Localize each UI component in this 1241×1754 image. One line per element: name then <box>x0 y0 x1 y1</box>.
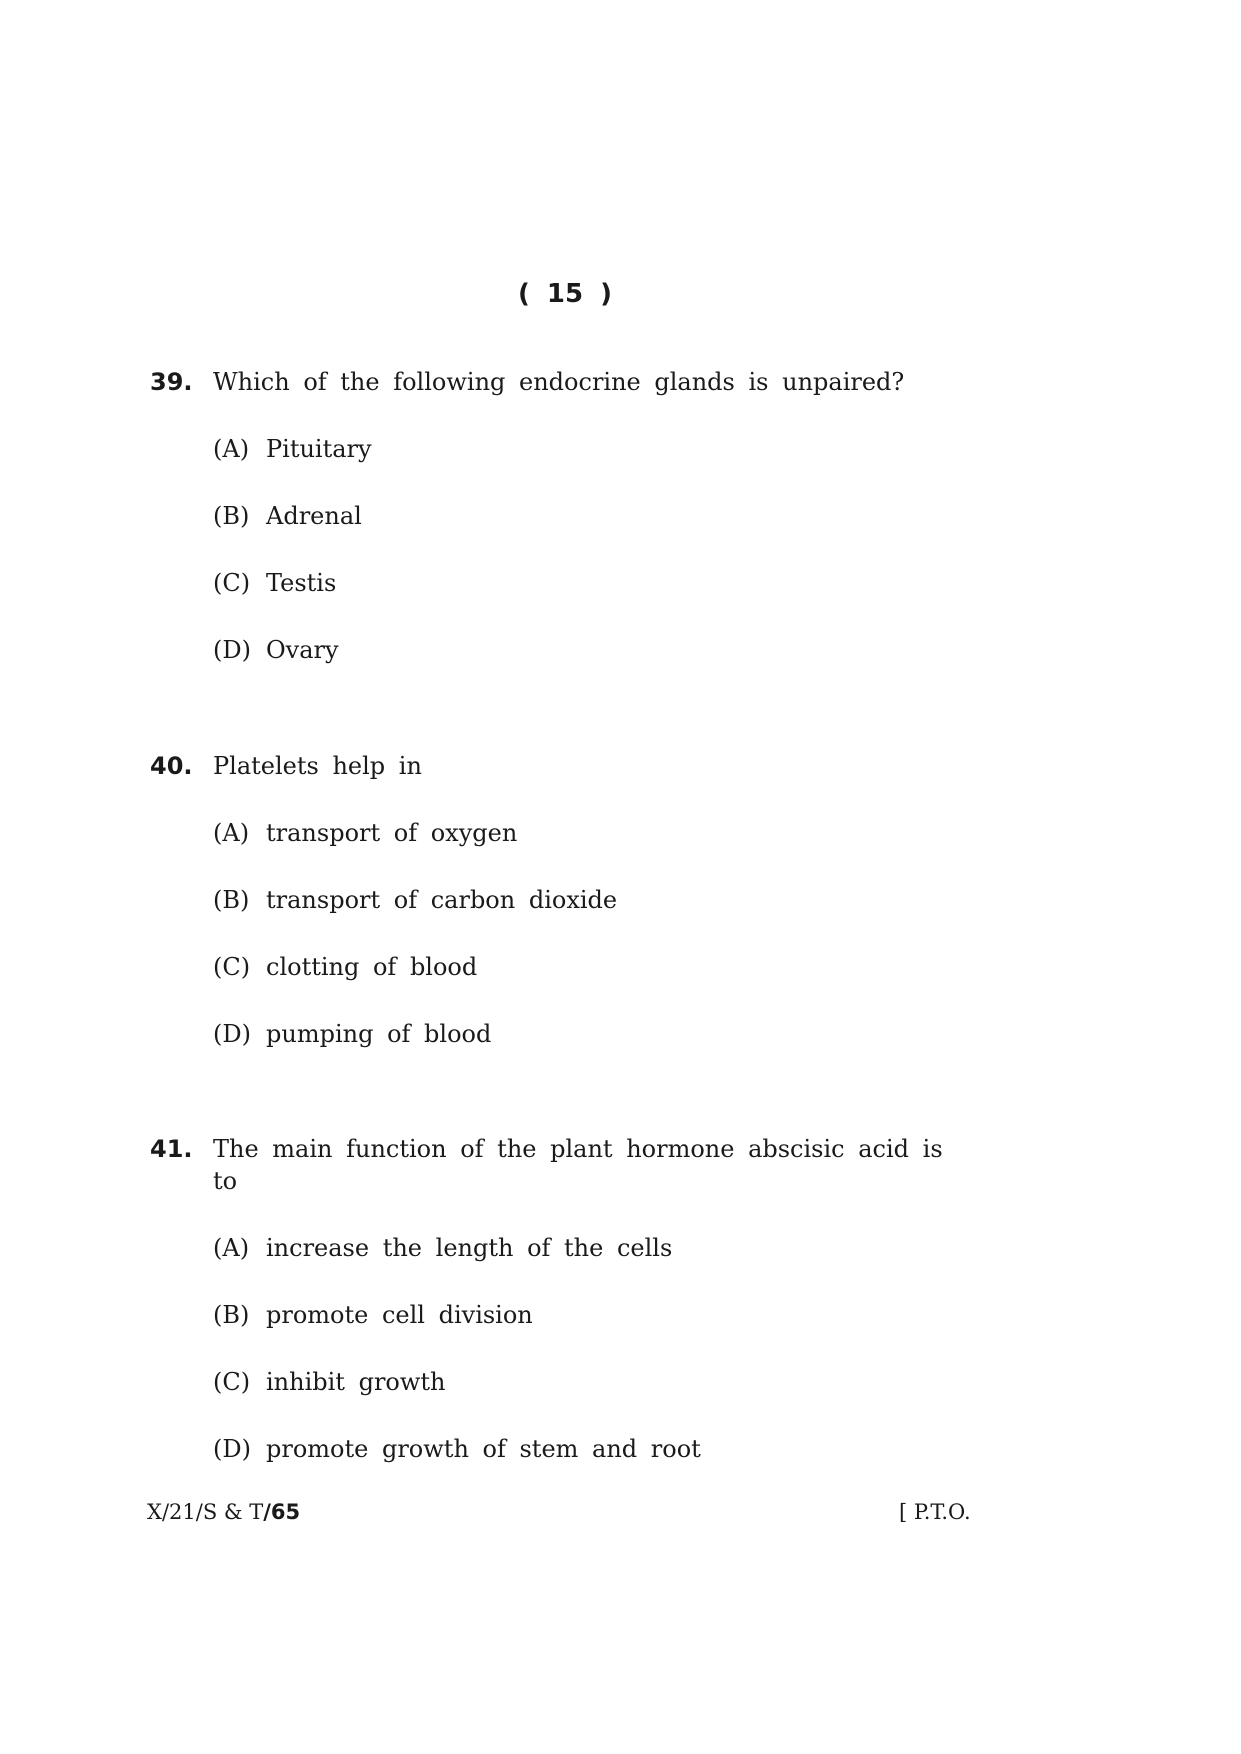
paper-code <box>147 1500 300 1524</box>
option-label: (A) <box>213 819 250 847</box>
question-number: 39. <box>150 368 193 396</box>
option-text: promote growth of stem and root <box>266 1435 701 1463</box>
page-number: ( 15 ) <box>517 279 613 309</box>
option-a[interactable] <box>213 433 950 500</box>
option-b[interactable] <box>213 500 950 567</box>
option-label: (B) <box>213 1301 250 1329</box>
option-text: promote cell division <box>266 1301 533 1329</box>
question-40 <box>150 750 950 1085</box>
options-list <box>213 817 950 1085</box>
question-41 <box>150 1133 950 1500</box>
option-c[interactable] <box>213 1366 950 1433</box>
option-a[interactable] <box>213 817 950 884</box>
options-list <box>213 433 950 701</box>
paper-code-suffix: /65 <box>263 1500 301 1524</box>
option-a[interactable] <box>213 1232 950 1299</box>
option-d[interactable] <box>213 1433 950 1500</box>
option-text: Testis <box>266 569 337 597</box>
option-text: inhibit growth <box>266 1368 446 1396</box>
option-text: clotting of blood <box>266 953 478 981</box>
option-label: (A) <box>213 435 250 463</box>
option-text: pumping of blood <box>266 1020 492 1048</box>
paper-code-prefix: X/21/S & T <box>147 1500 264 1524</box>
option-text: Ovary <box>266 636 339 664</box>
option-label: (A) <box>213 1234 250 1262</box>
option-label: (B) <box>213 502 250 530</box>
question-39 <box>150 366 950 701</box>
pto-label: [ P.T.O. <box>899 1500 971 1524</box>
option-d[interactable] <box>213 1018 950 1085</box>
question-text: Which of the following endocrine glands is unpaired? <box>213 368 905 396</box>
option-text: transport of carbon dioxide <box>266 886 618 914</box>
option-text: transport of oxygen <box>266 819 518 847</box>
option-label: (C) <box>213 569 251 597</box>
option-label: (D) <box>213 636 251 664</box>
option-b[interactable] <box>213 1299 950 1366</box>
option-label: (B) <box>213 886 250 914</box>
option-c[interactable] <box>213 567 950 634</box>
question-text: The main function of the plant hormone abscisic acid is to <box>213 1135 943 1195</box>
question-number: 40. <box>150 752 193 780</box>
option-d[interactable] <box>213 634 950 701</box>
option-text: increase the length of the cells <box>266 1234 673 1262</box>
question-text: Platelets help in <box>213 752 422 780</box>
option-label: (C) <box>213 953 251 981</box>
option-c[interactable] <box>213 951 950 1018</box>
option-text: Pituitary <box>266 435 372 463</box>
option-label: (C) <box>213 1368 251 1396</box>
question-number: 41. <box>150 1135 193 1163</box>
option-text: Adrenal <box>266 502 362 530</box>
option-b[interactable] <box>213 884 950 951</box>
option-label: (D) <box>213 1020 251 1048</box>
option-label: (D) <box>213 1435 251 1463</box>
options-list <box>213 1232 950 1500</box>
